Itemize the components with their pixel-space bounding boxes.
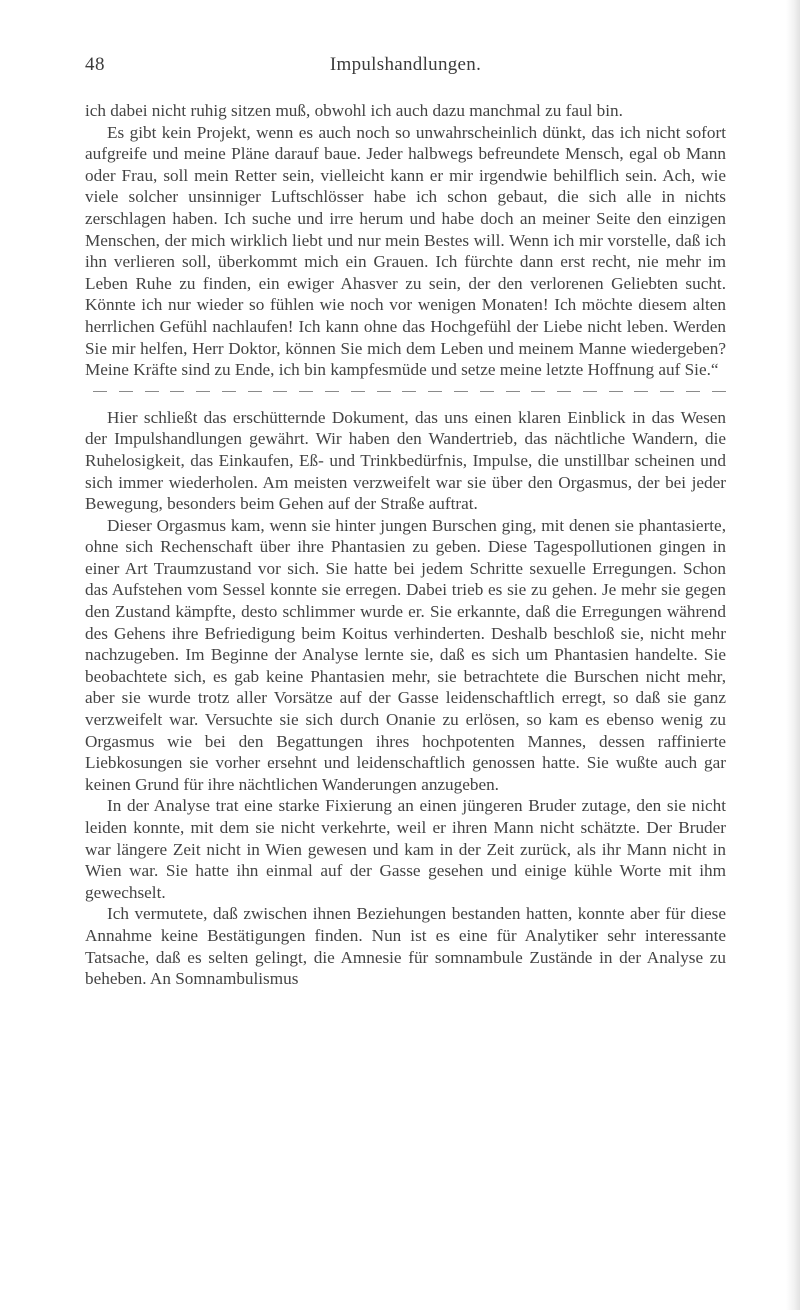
paragraph: Hier schließt das erschütternde Dokument, das uns einen klaren Einblick in das Wesen der Impulshandlungen gewährt. Wir haben den Wandertrieb, das nächtliche Wandern, die Ruhelosigkeit, das Einkaufen, Eß- und Trinkbedürfnis, Impulse, die unstillbar scheinen und sich immer wiederholen. Am meisten verzweifelt war sie über den Orgasmus, der bei jeder Bewegung, besonders beim Gehen auf der Straße auftrat. (85, 407, 726, 514)
separator-dash (454, 391, 468, 392)
separator-dash (402, 391, 416, 392)
page-header (85, 54, 726, 82)
paragraph: In der Analyse trat eine starke Fixierung an einen jüngeren Bruder zutage, den sie nicht leiden konnte, mit dem sie nicht verkehrte, weil er ihren Mann nicht schätzte. Der Bruder war längere Zeit nicht in Wien gewesen und kam in der Zeit zurück, als ihr Mann nicht in Wien war. Sie hatte ihn einmal auf der Gasse gesehen und einige kühle Worte mit ihm gewechselt. (85, 796, 726, 902)
separator-dash (686, 391, 700, 392)
page-edge-shadow (786, 0, 800, 1310)
separator-dash (609, 391, 623, 392)
separator-dash (712, 391, 726, 392)
paragraph: Es gibt kein Projekt, wenn es auch noch so unwahrscheinlich dünkt, das ich nicht sofort aufgreife und meine Pläne darauf baue. Jeder halbwegs befreundete Mensch, egal ob Mann oder Frau, soll mein Retter sein, vielleicht kann er mir irgendwie behilflich sein. Ach, wie viele solcher unsinniger Luftschlösser habe ich schon gebaut, die sich alle in nichts zerschlagen haben. Ich suche und irre herum und habe doch an meiner Seite den einzigen Menschen, der mich wirklich liebt und nur mein Bestes will. Wenn ich mir vorstelle, daß ich ihn verlieren soll, überkommt mich ein Grauen. Ich fürchte dann erst recht, nie mehr im Leben Ruhe zu finden, ein ewiger Ahasver zu sein, der den verlorenen Geliebten sucht. Könnte ich nur wieder so fühlen wie noch vor wenigen Monaten! Ich möchte diesem alten herrlichen Gefühl nachlaufen! Ich kann ohne das Hochgefühl der Liebe nicht leben. Werden Sie mir helfen, Herr Doktor, können Sie mich dem Leben und meinem Manne wiedergeben? Meine Kräfte sind zu Ende, ich bin kampfesmüde und setze meine letzte Hoffnung auf Sie.“ (85, 122, 726, 380)
separator-dash (119, 391, 133, 392)
separator-dash (170, 391, 184, 392)
body-text (85, 100, 726, 990)
separator-dash (428, 391, 442, 392)
running-head: Impulshandlungen. (329, 54, 482, 75)
separator-dash (480, 391, 494, 392)
separator-dash (583, 391, 597, 392)
separator-dash (145, 391, 159, 392)
separator-dash (248, 391, 262, 392)
paragraph: Dieser Orgasmus kam, wenn sie hinter jungen Burschen ging, mit denen sie phantasierte, ohne sich Rechenschaft über ihre Phantasien zu geben. Diese Tagespollutionen gingen in einer Art Traumzustand vor sich. Sie hatte bei jedem Schritte sexuelle Erregungen. Schon das Aufstehen vom Sessel konnte sie erregen. Dabei trieb es sie zu gehen. Je mehr sie gegen den Zustand kämpfte, desto schlimmer wurde er. Sie erkannte, daß die Erregungen während des Gehens ihre Befriedigung beim Koitus verhinderten. Deshalb beschloß sie, nicht mehr nachzugeben. Im Beginne der Analyse lernte sie, daß es sich um Phantasien handelte. Sie beobachtete sich, es gab keine Phantasien mehr, sie betrachtete die Burschen nicht mehr, aber sie wurde trotz aller Vorsätze auf der Gasse leidenschaftlich erregt, so daß sie ganz verzweifelt war. Versuchte sie sich durch Onanie zu erlösen, so kam es ebenso wenig zu Orgasmus wie bei den Begattungen ihres hochpotenten Mannes, dessen raffinierte Liebkosungen sie vorher ersehnt und leidenschaftlich genossen hatte. Sie wußte auch gar keinen Grund für ihre nächtlichen Wanderungen anzugeben. (85, 515, 726, 794)
separator-dash (351, 391, 365, 392)
separator-dash (93, 391, 107, 392)
separator-dash (634, 391, 648, 392)
page-number: 48 (85, 54, 105, 75)
separator-dash (506, 391, 520, 392)
paragraph: ich dabei nicht ruhig sitzen muß, obwohl ich auch dazu manchmal zu faul bin. (85, 101, 623, 120)
separator-dash (273, 391, 287, 392)
separator-dash (299, 391, 313, 392)
separator-dash (660, 391, 674, 392)
separator-dash (196, 391, 210, 392)
section-separator (85, 383, 726, 401)
separator-dash (222, 391, 236, 392)
separator-dash (325, 391, 339, 392)
separator-dash (557, 391, 571, 392)
paragraph: Ich vermutete, daß zwischen ihnen Beziehungen bestanden hatten, konnte aber für diese Annahme keine Bestätigungen finden. Nun ist es eine für Analytiker sehr interessante Tatsache, daß es selten gelingt, die Amnesie für somnambule Zustände in der Analyse zu beheben. An Somnambulismus (85, 904, 726, 989)
separator-dash (377, 391, 391, 392)
separator-dash (531, 391, 545, 392)
